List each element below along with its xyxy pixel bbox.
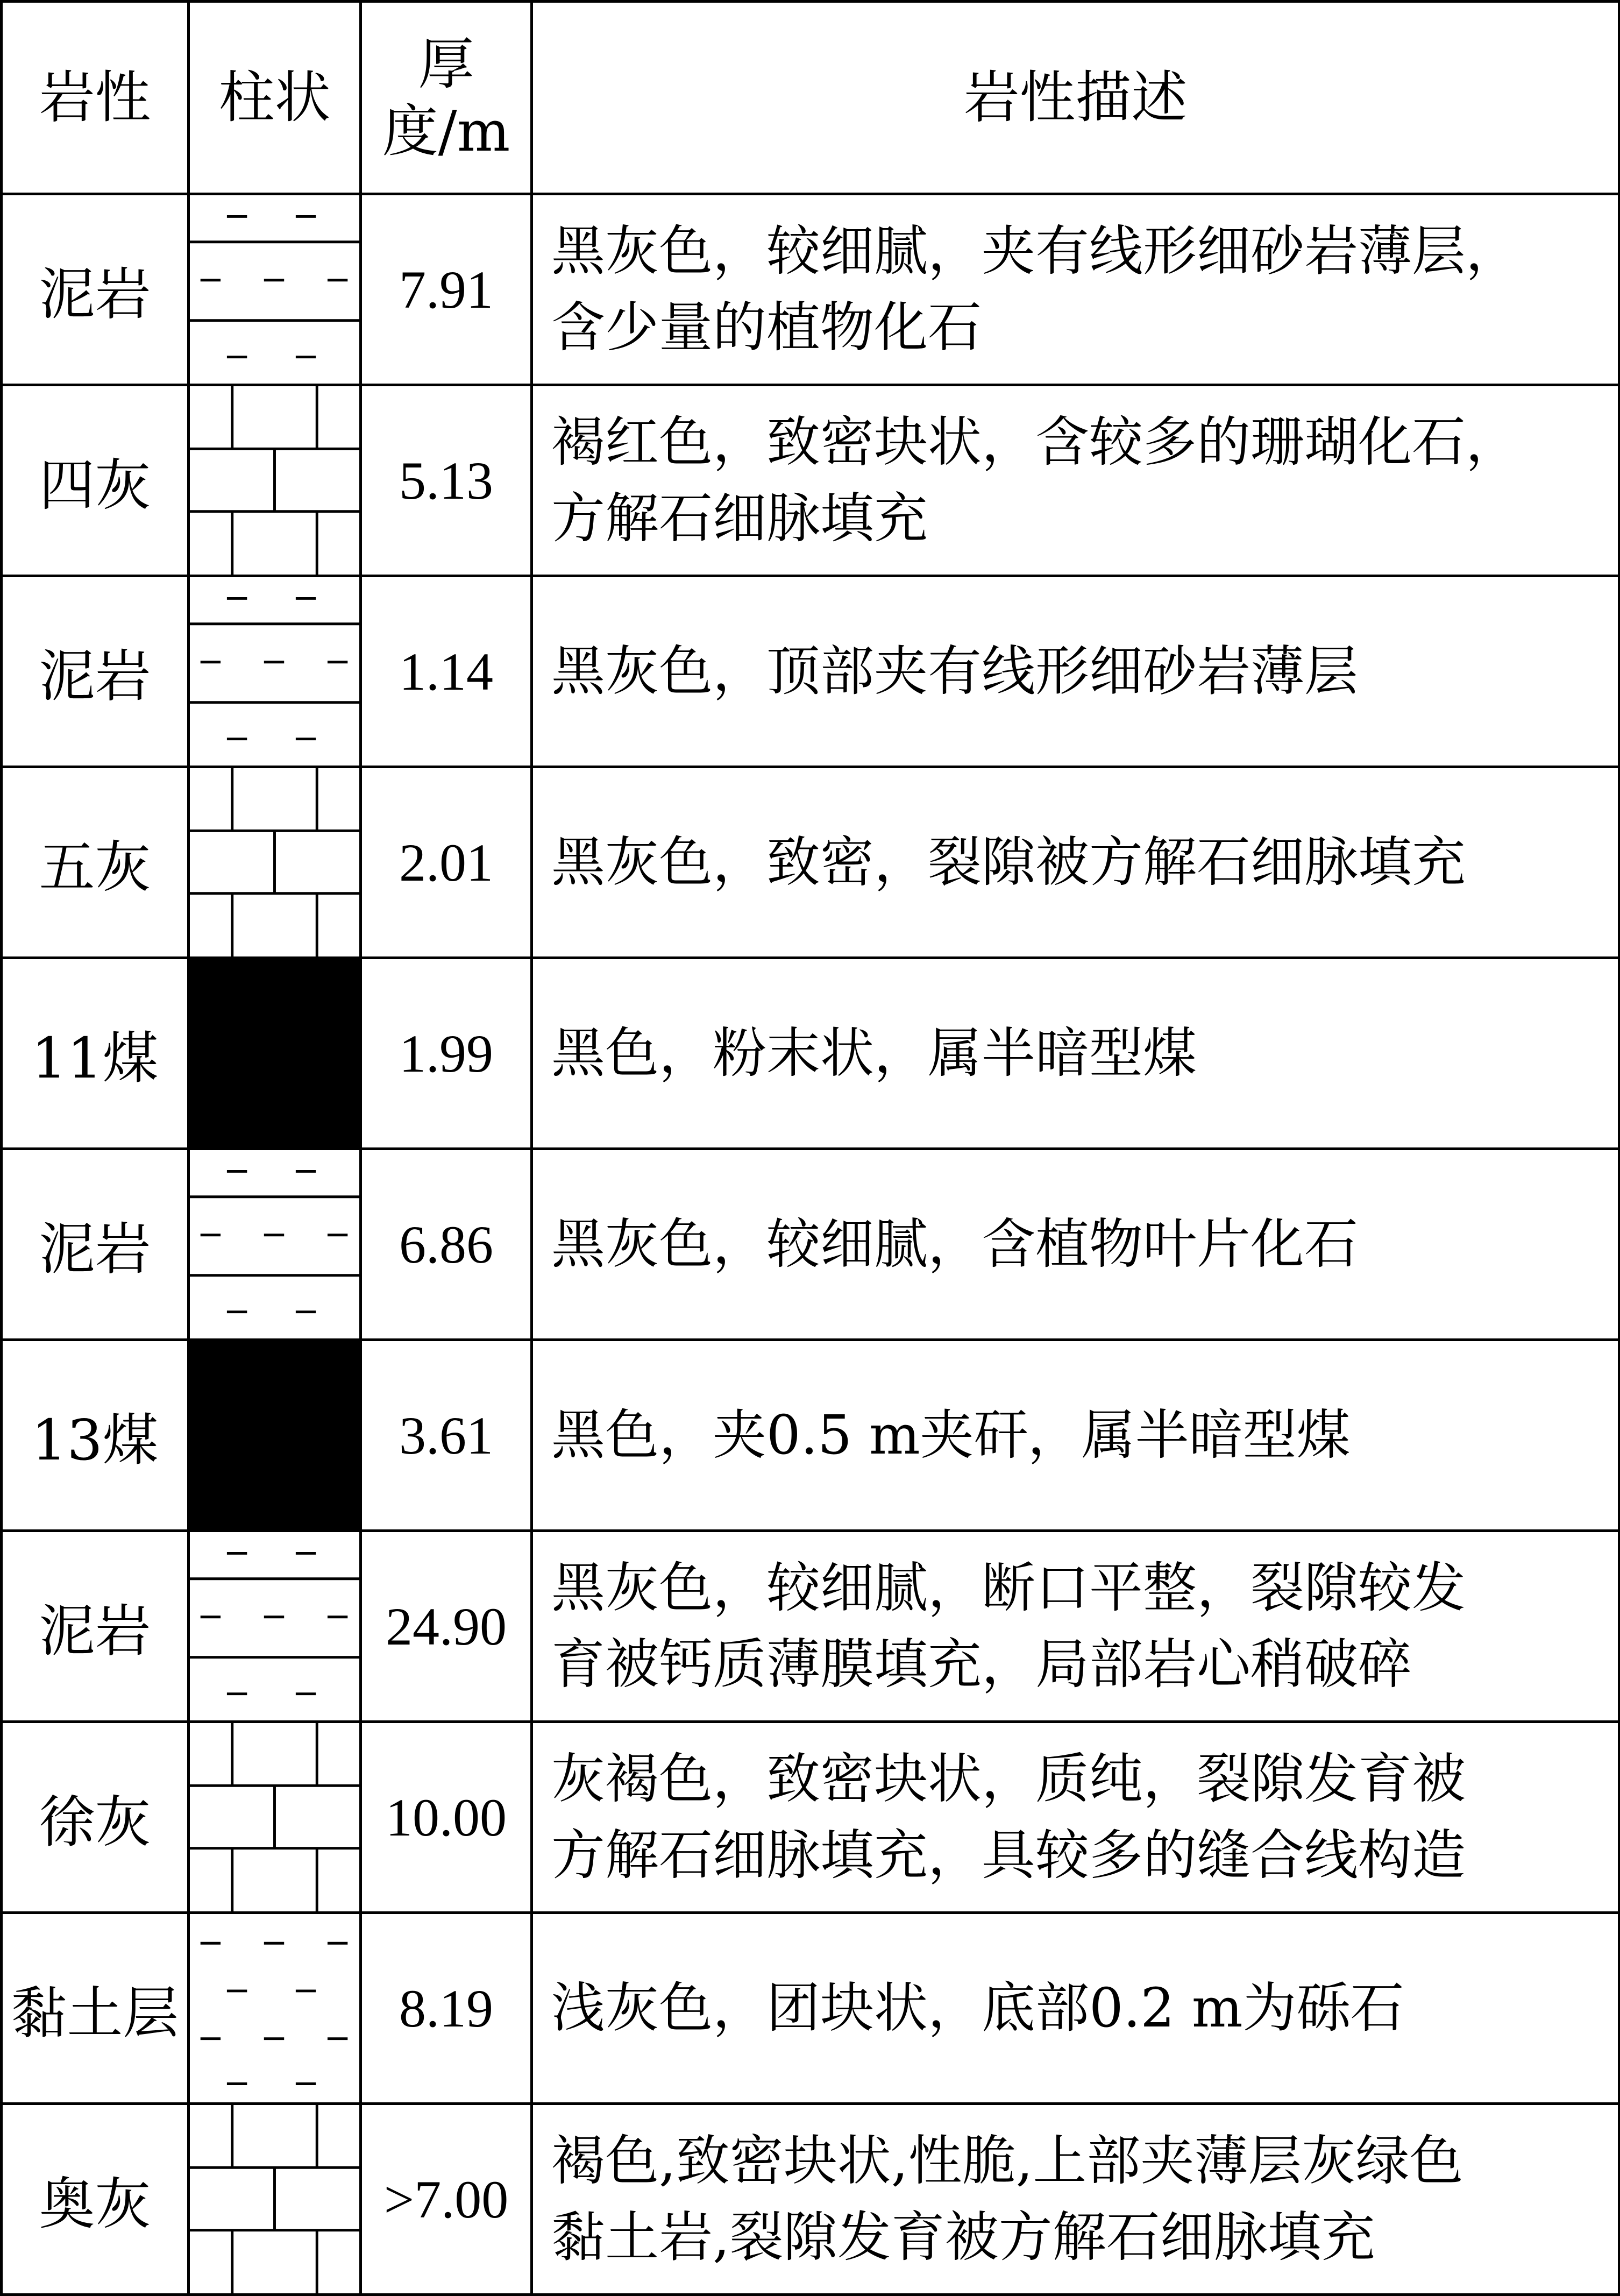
lithology-description [532,194,1619,385]
description-line: 灰褐色，致密块状，质纯，裂隙发育被 [551,1747,1466,1810]
stratum-row [2,958,1619,1149]
description-line: 黑灰色，致密，裂隙被方解石细脉填充 [551,831,1466,894]
header-column: 柱状 [189,2,361,194]
mudstone-pattern-icon [190,195,359,384]
lithology-pattern [189,1913,361,2104]
description-line: 黑色，粉末状，属半暗型煤 [551,1022,1197,1085]
thickness-value: 6.86 [361,1149,532,1340]
lithology-name: 泥岩 [2,1531,189,1722]
lithology-name: 泥岩 [2,576,189,767]
coal-pattern-icon [190,959,359,1147]
description-line: 浅灰色，团块状，底部0.2 m为砾石 [551,1976,1404,2039]
description-line: 黑灰色，较细腻，含植物叶片化石 [551,1213,1358,1275]
lithology-pattern [189,767,361,958]
lithology-pattern [189,1722,361,1913]
thickness-value: >7.00 [361,2104,532,2295]
thickness-value: 10.00 [361,1722,532,1913]
thickness-value: 1.14 [361,576,532,767]
description-line: 褐红色，致密块状，含较多的珊瑚化石， [551,410,1519,473]
lithology-description [532,1340,1619,1531]
description-line: 褐色,致密块状,性脆,上部夹薄层灰绿色 [551,2129,1463,2192]
stratum-row [2,194,1619,385]
limestone-pattern-icon [190,386,359,575]
lithology-pattern [189,576,361,767]
description-line: 黏土岩,裂隙发育被方解石细脉填充 [551,2206,1375,2269]
limestone-pattern-icon [190,768,359,956]
lithology-pattern [189,1149,361,1340]
coal-pattern-icon [190,1341,359,1529]
stratum-row [2,576,1619,767]
description-line: 黑灰色，较细腻，夹有线形细砂岩薄层， [551,219,1519,282]
header-lithology: 岩性 [2,2,189,194]
description-line: 黑色，夹0.5 m夹矸，属半暗型煤 [551,1404,1351,1466]
lithology-description [532,1913,1619,2104]
lithology-description [532,1149,1619,1340]
description-line: 黑灰色，较细腻，断口平整，裂隙较发 [551,1556,1466,1619]
lithology-description [532,576,1619,767]
lithology-pattern [189,2104,361,2295]
thickness-value: 5.13 [361,385,532,576]
lithology-description [532,1531,1619,1722]
stratum-row [2,1149,1619,1340]
description-line: 含少量的植物化石 [551,296,982,359]
mudstone-pattern-icon [190,1532,359,1720]
thickness-value: 8.19 [361,1913,532,2104]
lithology-pattern [189,385,361,576]
lithology-pattern [189,194,361,385]
lithology-description [532,1722,1619,1913]
lithology-description [532,958,1619,1149]
stratum-row [2,1913,1619,2104]
lithology-pattern [189,958,361,1149]
clay-pattern-icon [190,1914,359,2102]
stratum-row [2,2104,1619,2295]
mudstone-pattern-icon [190,1150,359,1338]
limestone-pattern-icon [190,2105,359,2293]
lithology-name: 泥岩 [2,1149,189,1340]
thickness-value: 7.91 [361,194,532,385]
header-description: 岩性描述 [532,2,1619,194]
lithology-name: 11煤 [2,958,189,1149]
lithology-name: 四灰 [2,385,189,576]
thickness-value: 2.01 [361,767,532,958]
description-line: 黑灰色，顶部夹有线形细砂岩薄层 [551,640,1358,703]
lithology-name: 13煤 [2,1340,189,1531]
stratum-row [2,1531,1619,1722]
stratum-row [2,1340,1619,1531]
header-row [2,2,1619,194]
lithology-name: 徐灰 [2,1722,189,1913]
lithology-description [532,2104,1619,2295]
thickness-value: 1.99 [361,958,532,1149]
lithology-name: 泥岩 [2,194,189,385]
description-line: 育被钙质薄膜填充，局部岩心稍破碎 [551,1633,1412,1696]
stratum-row [2,385,1619,576]
mudstone-pattern-icon [190,577,359,766]
stratum-row [2,1722,1619,1913]
lithology-name: 奥灰 [2,2104,189,2295]
limestone-pattern-icon [190,1723,359,1911]
lithology-name: 黏土层 [2,1913,189,2104]
header-thickness: 厚度/m [361,2,532,194]
lithology-name: 五灰 [2,767,189,958]
stratum-row [2,767,1619,958]
lithology-pattern [189,1531,361,1722]
thickness-value: 3.61 [361,1340,532,1531]
lithology-pattern [189,1340,361,1531]
lithology-description [532,767,1619,958]
lithology-description [532,385,1619,576]
thickness-value: 24.90 [361,1531,532,1722]
description-line: 方解石细脉填充 [551,487,928,550]
description-line: 方解石细脉填充，具较多的缝合线构造 [551,1824,1466,1887]
